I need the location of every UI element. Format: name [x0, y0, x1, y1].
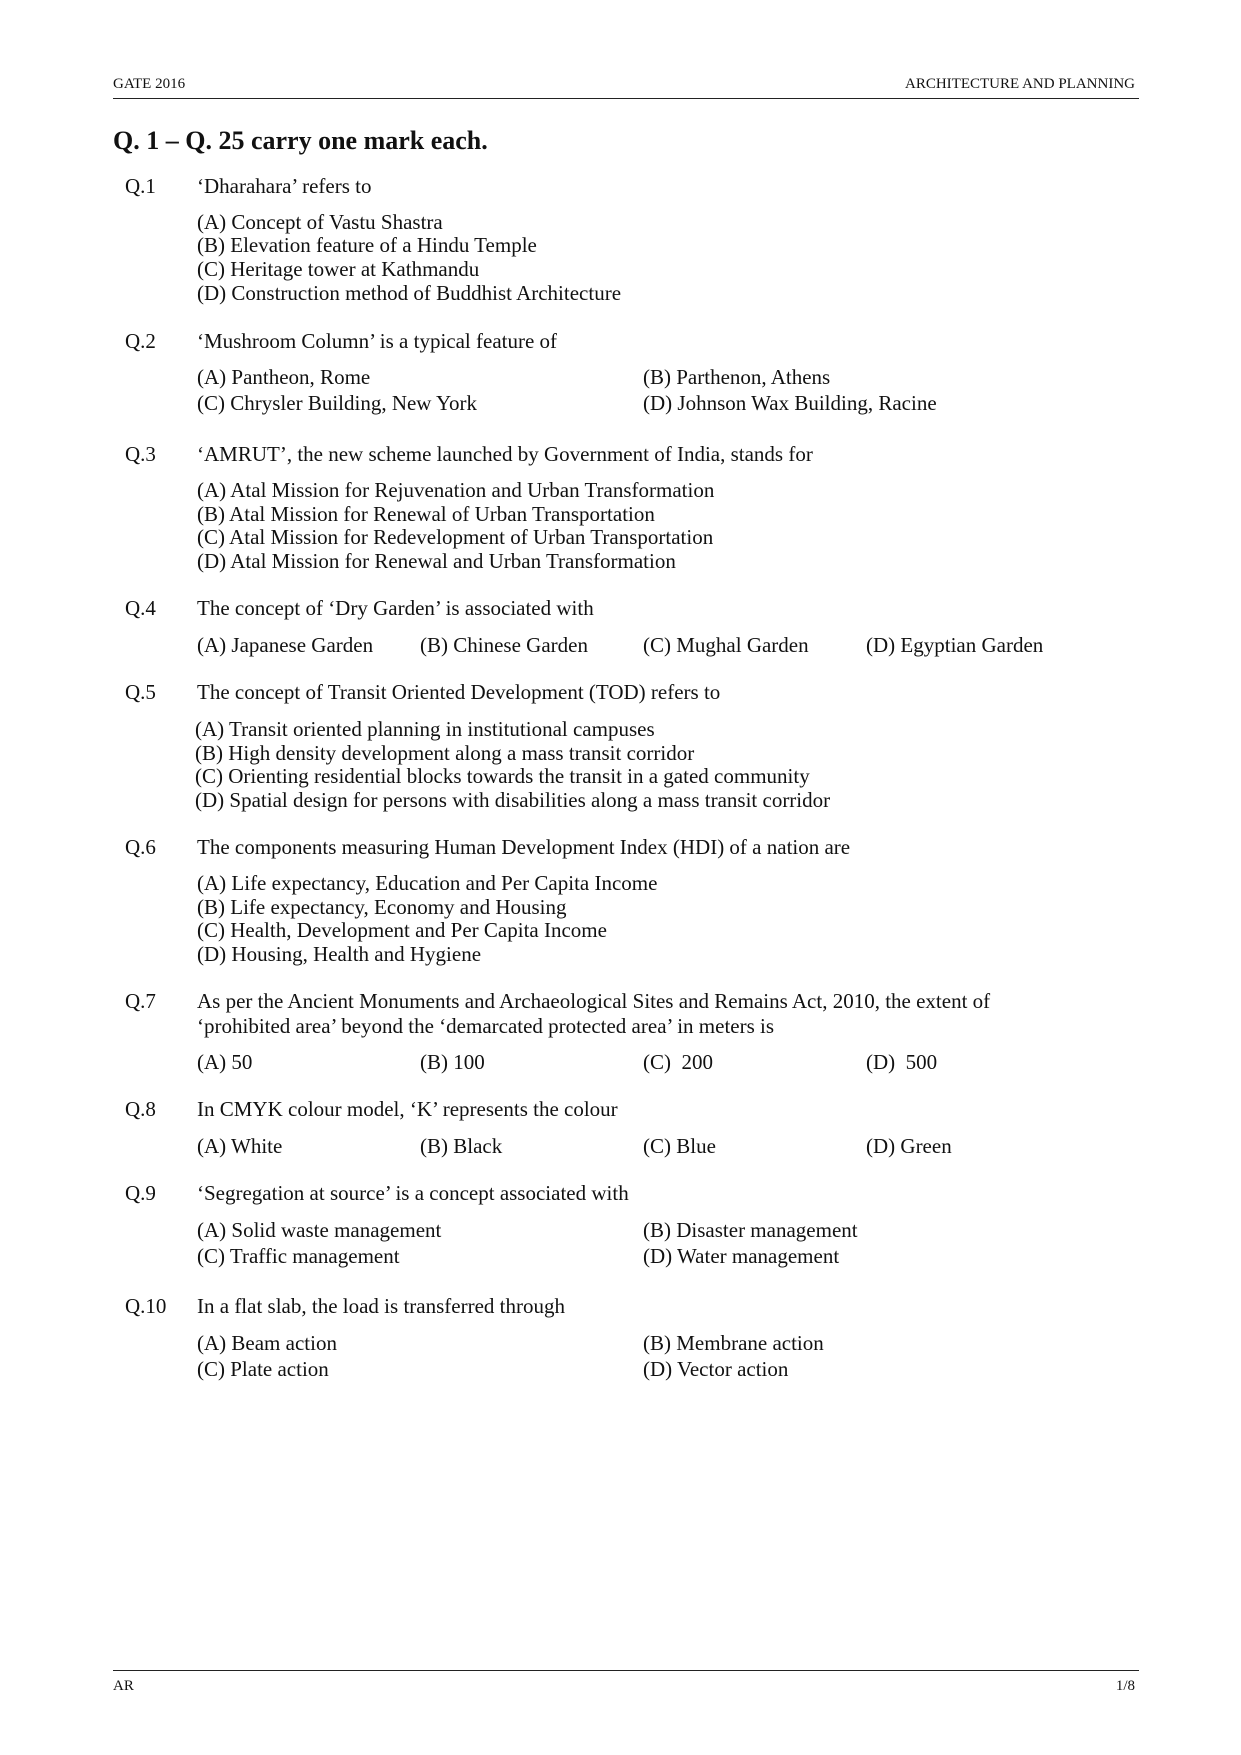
- option-b: (B) Parthenon, Athens: [643, 365, 831, 389]
- option-b: (B) Atal Mission for Renewal of Urban Transportation: [197, 502, 655, 526]
- option-b: (B) High density development along a mass transit corridor: [195, 741, 695, 765]
- option-d: (D) Johnson Wax Building, Racine: [643, 391, 937, 415]
- option-a: (A) Atal Mission for Rejuvenation and Urban Transformation: [197, 478, 715, 502]
- question-number: Q.10: [125, 1294, 167, 1318]
- option-b: (B) Membrane action: [643, 1331, 824, 1355]
- page-header: [113, 74, 1139, 99]
- option-a: (A) Transit oriented planning in institutional campuses: [195, 717, 655, 741]
- option-b: (B) Life expectancy, Economy and Housing: [197, 895, 567, 919]
- option-b: (B) Black: [420, 1134, 503, 1158]
- option-c: (C) Atal Mission for Redevelopment of Urban Transportation: [197, 525, 714, 549]
- option-a: (A) Solid waste management: [197, 1218, 442, 1242]
- option-d: (D) Housing, Health and Hygiene: [197, 942, 482, 966]
- question-text: The concept of Transit Oriented Development (TOD) refers to: [197, 680, 721, 704]
- question-text: ‘Segregation at source’ is a concept associated with: [197, 1181, 629, 1205]
- option-c: (C) Mughal Garden: [643, 633, 809, 657]
- option-c: (C) Plate action: [197, 1357, 329, 1381]
- option-d: (D) Vector action: [643, 1357, 789, 1381]
- option-b: (B) Elevation feature of a Hindu Temple: [197, 233, 537, 257]
- option-a: (A) Beam action: [197, 1331, 337, 1355]
- option-a: (A) Japanese Garden: [197, 633, 374, 657]
- option-d: (D) Spatial design for persons with disabilities along a mass transit corridor: [195, 788, 831, 812]
- question-number: Q.2: [125, 329, 156, 353]
- option-d: (D) Construction method of Buddhist Architecture: [197, 281, 622, 305]
- section-title: Q. 1 – Q. 25 carry one mark each.: [113, 126, 488, 155]
- option-d: (D) 500: [866, 1050, 938, 1074]
- option-a: (A) Life expectancy, Education and Per Capita Income: [197, 871, 658, 895]
- option-c: (C) Health, Development and Per Capita Income: [197, 918, 607, 942]
- option-b: (B) Chinese Garden: [420, 633, 588, 657]
- option-a: (A) Pantheon, Rome: [197, 365, 371, 389]
- page-footer: [113, 1670, 1139, 1694]
- option-d: (D) Atal Mission for Renewal and Urban Transformation: [197, 549, 676, 573]
- question-text: In CMYK colour model, ‘K’ represents the colour: [197, 1097, 618, 1121]
- option-d: (D) Green: [866, 1134, 952, 1158]
- option-c: (C) 200: [643, 1050, 713, 1074]
- option-b: (B) Disaster management: [643, 1218, 858, 1242]
- question-text: The components measuring Human Development Index (HDI) of a nation are: [197, 835, 851, 859]
- option-c: (C) Traffic management: [197, 1244, 400, 1268]
- question-text: ‘Mushroom Column’ is a typical feature of: [197, 329, 558, 353]
- option-a: (A) White: [197, 1134, 283, 1158]
- header-exam-title: GATE 2016: [113, 76, 186, 92]
- option-c: (C) Blue: [643, 1134, 716, 1158]
- question-number: Q.1: [125, 174, 156, 198]
- header-paper-title: ARCHITECTURE AND PLANNING: [905, 76, 1135, 92]
- option-d: (D) Egyptian Garden: [866, 633, 1044, 657]
- option-a: (A) Concept of Vastu Shastra: [197, 210, 443, 234]
- question-number: Q.7: [125, 989, 156, 1013]
- option-b: (B) 100: [420, 1050, 485, 1074]
- question-number: Q.4: [125, 596, 156, 620]
- option-c: (C) Heritage tower at Kathmandu: [197, 257, 480, 281]
- footer-page-number: 1/8: [1115, 1678, 1135, 1694]
- question-number: Q.8: [125, 1097, 156, 1121]
- question-number: Q.3: [125, 442, 156, 466]
- question-text: The concept of ‘Dry Garden’ is associated with: [197, 596, 594, 620]
- footer-paper-code: AR: [113, 1678, 134, 1694]
- question-text-line-1: As per the Ancient Monuments and Archaeological Sites and Remains Act, 2010, the extent of: [197, 989, 991, 1013]
- question-text-line-2: ‘prohibited area’ beyond the ‘demarcated protected area’ in meters is: [197, 1014, 775, 1038]
- question-number: Q.6: [125, 835, 156, 859]
- question-text: ‘AMRUT’, the new scheme launched by Government of India, stands for: [197, 442, 813, 466]
- option-c: (C) Chrysler Building, New York: [197, 391, 478, 415]
- question-number: Q.5: [125, 680, 156, 704]
- question-text: In a flat slab, the load is transferred through: [197, 1294, 565, 1318]
- option-c: (C) Orienting residential blocks towards the transit in a gated community: [195, 764, 810, 788]
- question-text: ‘Dharahara’ refers to: [197, 174, 372, 198]
- option-a: (A) 50: [197, 1050, 253, 1074]
- question-number: Q.9: [125, 1181, 156, 1205]
- option-d: (D) Water management: [643, 1244, 840, 1268]
